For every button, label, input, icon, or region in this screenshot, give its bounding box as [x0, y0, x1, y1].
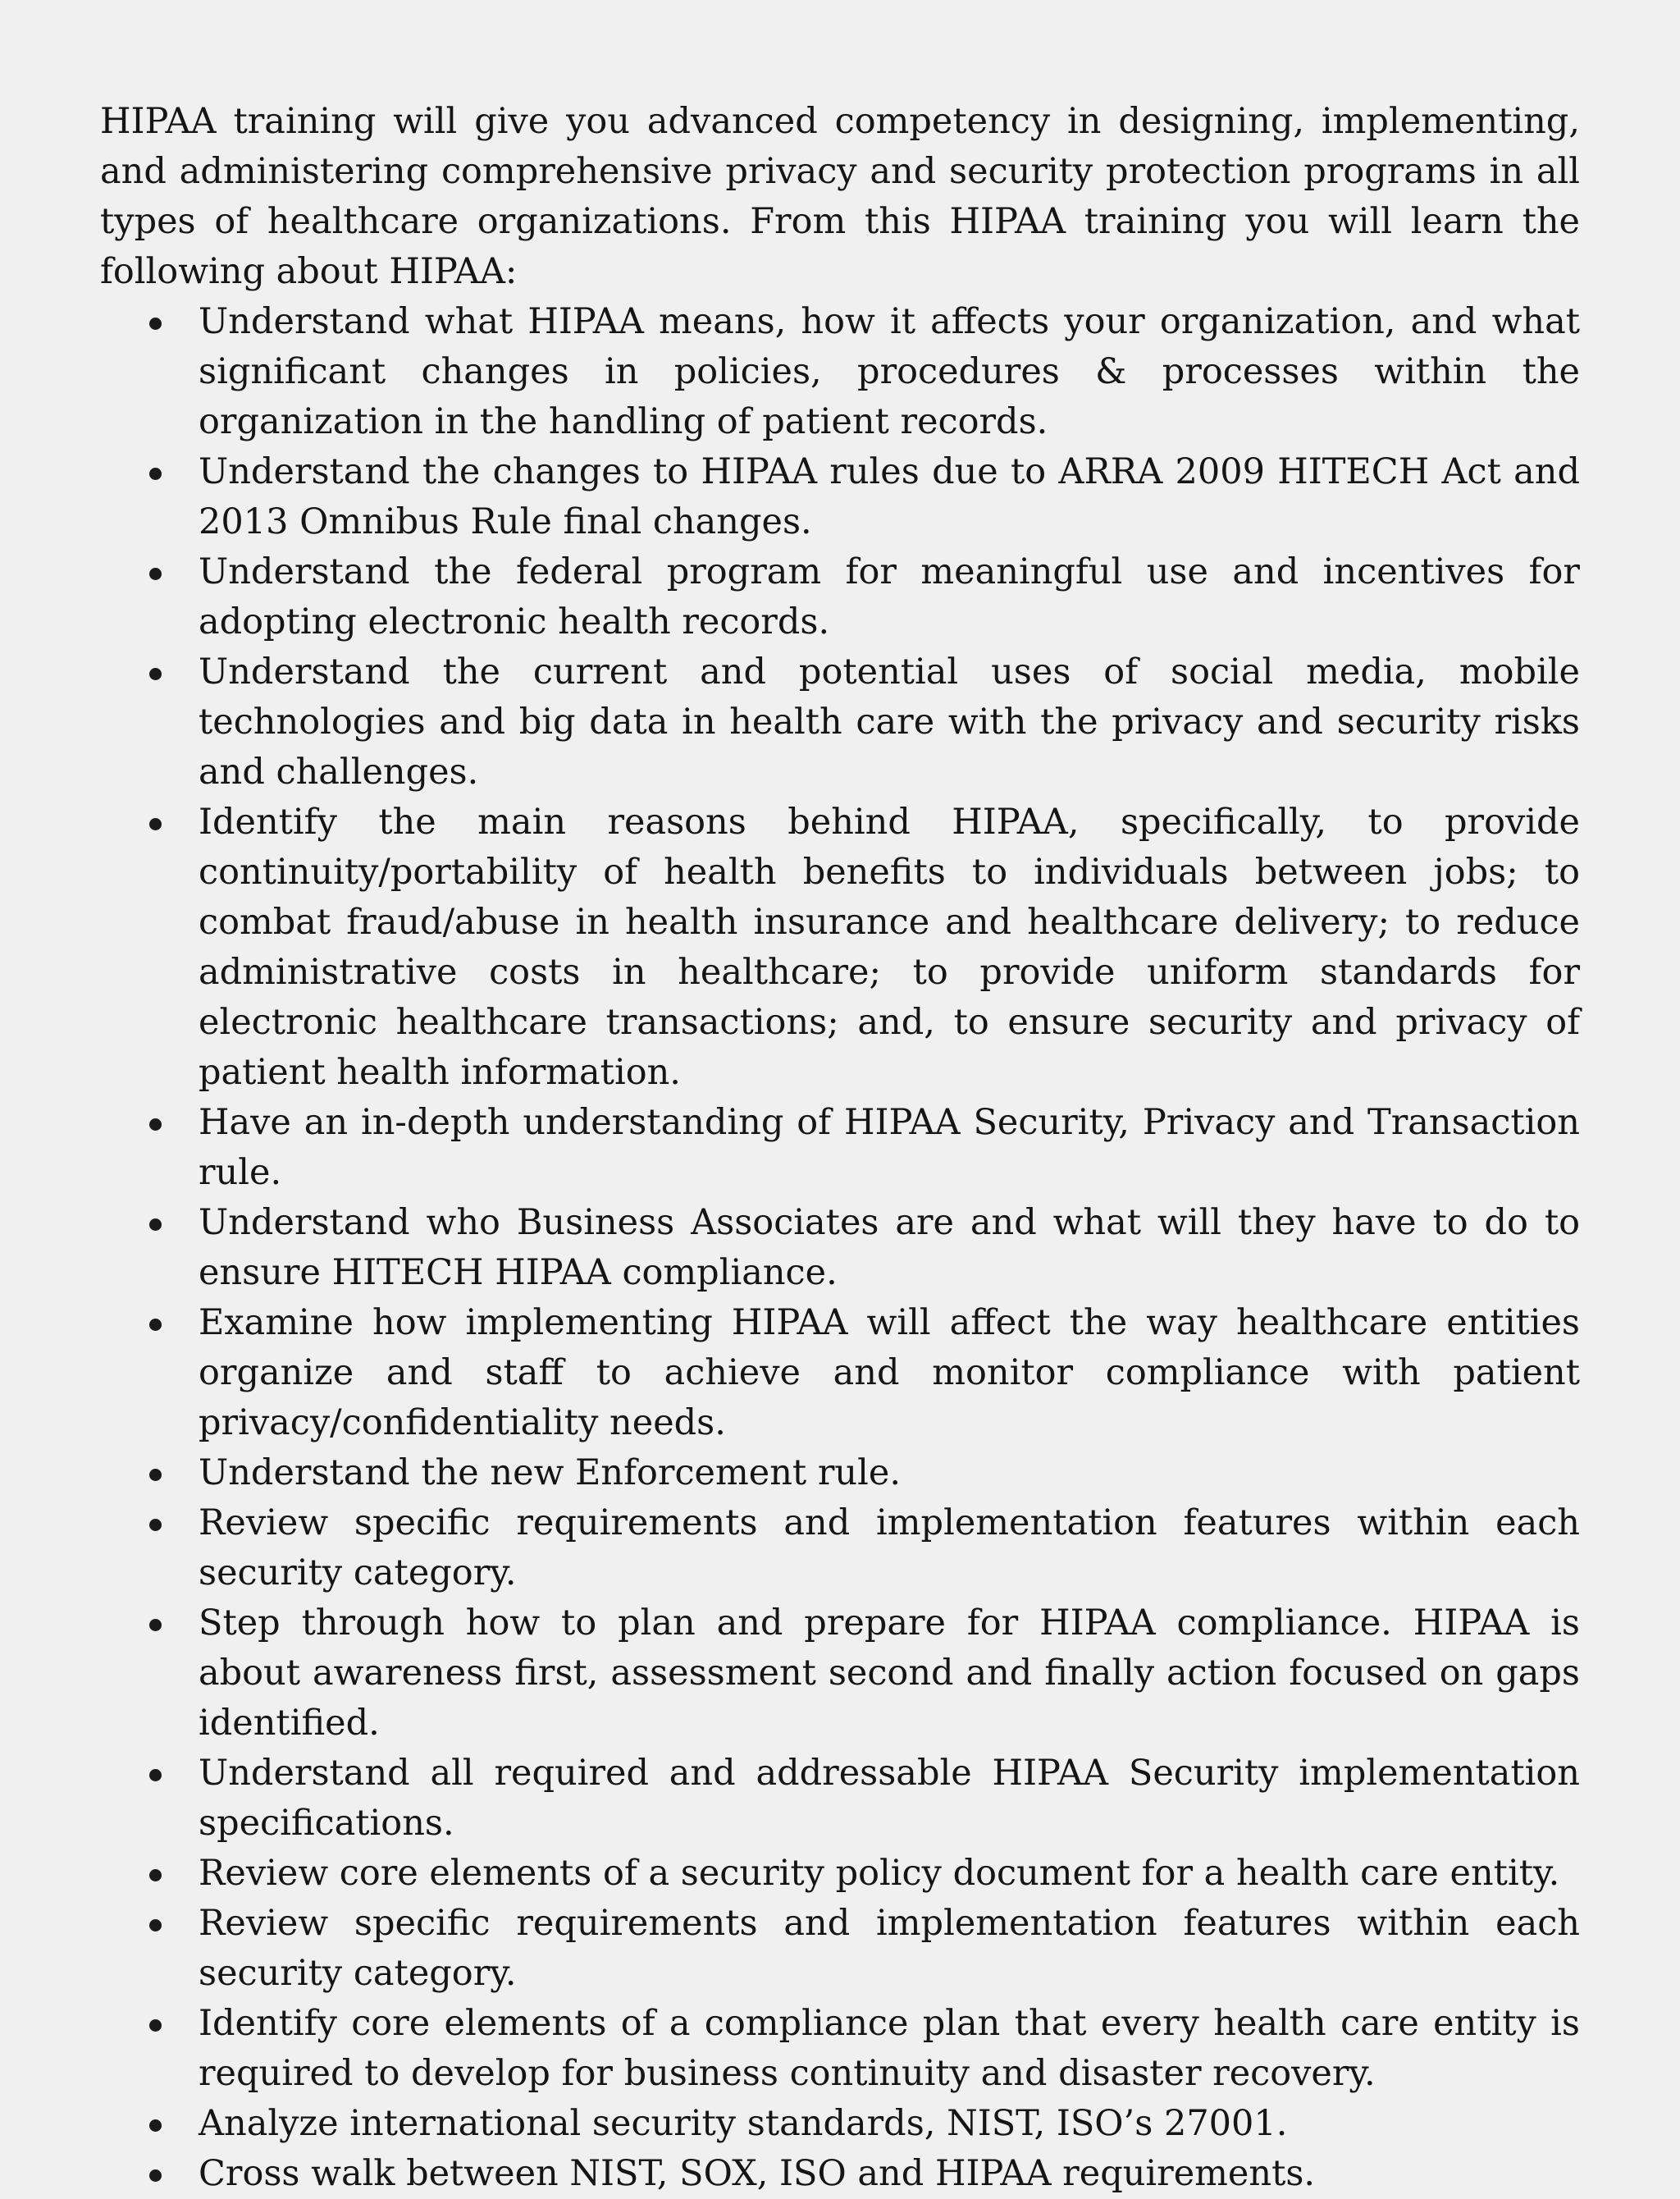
list-item-text: Understand all required and addressable HIPAA Security implementation specifications. — [199, 1753, 1580, 1844]
list-item-text: Understand the federal program for meaningful use and incentives for adopting electronic health records. — [199, 551, 1580, 642]
list-item — [199, 1598, 1580, 1749]
list-item-text: Review core elements of a security policy document for a health care entity. — [199, 1853, 1560, 1894]
list-item — [199, 2099, 1580, 2149]
list-item-text: Cross walk between NIST, SOX, ISO and HIPAA requirements. — [199, 2153, 1316, 2194]
list-item — [199, 1098, 1580, 1198]
list-item-text: Understand what HIPAA means, how it affects your organization, and what significant changes in policies, procedures & processes within the organization in the handling of patient records. — [199, 301, 1580, 442]
learning-objectives-list — [100, 297, 1580, 2199]
list-item — [199, 647, 1580, 798]
list-item — [199, 798, 1580, 1098]
list-item-text: Review specific requirements and implementation features within each security category. — [199, 1502, 1580, 1593]
bullet-icon — [149, 2119, 162, 2132]
list-item — [199, 1999, 1580, 2099]
list-item-text: Identify core elements of a compliance plan that every health care entity is required to develop for business continuity and disaster recovery. — [199, 2003, 1580, 2094]
bullet-icon — [149, 1869, 162, 1881]
bullet-icon — [149, 1118, 162, 1131]
list-item — [199, 1298, 1580, 1448]
list-item — [199, 1749, 1580, 1849]
list-item-text: Understand who Business Associates are and what will they have to do to ensure HITECH HIPAA compliance. — [199, 1202, 1580, 1293]
list-item-text: Understand the changes to HIPAA rules due to ARRA 2009 HITECH Act and 2013 Omnibus Rule final changes. — [199, 451, 1580, 542]
list-item — [199, 1198, 1580, 1298]
bullet-icon — [149, 1619, 162, 1631]
bullet-icon — [149, 2169, 162, 2182]
bullet-icon — [149, 1769, 162, 1781]
bullet-icon — [149, 1519, 162, 1531]
bullet-icon — [149, 1218, 162, 1231]
bullet-icon — [149, 1919, 162, 1932]
list-item — [199, 297, 1580, 447]
list-item-text: Have an in-depth understanding of HIPAA Security, Privacy and Transaction rule. — [199, 1102, 1580, 1193]
list-item — [199, 547, 1580, 647]
list-item-text: Understand the current and potential uses of social media, mobile technologies and big data in health care with the privacy and security risks and challenges. — [199, 651, 1580, 793]
list-item-text: Examine how implementing HIPAA will affect the way healthcare entities organize and staff to achieve and monitor compliance with patient privacy/confidentiality needs. — [199, 1302, 1580, 1443]
list-item — [199, 1498, 1580, 1598]
bullet-icon — [149, 1319, 162, 1331]
list-item-text: Identify the main reasons behind HIPAA, specifically, to provide continuity/portability of health benefits to individuals between jobs; to combat fraud/abuse in health insurance and healthcare delivery; to reduce administrative costs in healthcare; to provide uniform standards for electronic healthcare transactions; and, to ensure security and privacy of patient health information. — [199, 802, 1580, 1093]
list-item — [199, 1448, 1580, 1498]
intro-paragraph: HIPAA training will give you advanced competency in designing, implementing, and administering comprehensive privacy and security protection programs in all types of healthcare organizations. From this HIPAA training you will learn the following about HIPAA: — [100, 101, 1580, 292]
bullet-icon — [149, 1469, 162, 1481]
bullet-icon — [149, 2019, 162, 2032]
bullet-icon — [149, 468, 162, 480]
list-item — [199, 1849, 1580, 1899]
list-item — [199, 447, 1580, 547]
list-item-text: Understand the new Enforcement rule. — [199, 1452, 901, 1493]
list-item-text: Step through how to plan and prepare for HIPAA compliance. HIPAA is about awareness first, assessment second and finally action focused on gaps identified. — [199, 1602, 1580, 1744]
bullet-icon — [149, 318, 162, 330]
list-item — [199, 1899, 1580, 1999]
list-item-text: Review specific requirements and implementation features within each security category. — [199, 1903, 1580, 1994]
bullet-icon — [149, 668, 162, 680]
bullet-icon — [149, 818, 162, 830]
bullet-icon — [149, 568, 162, 580]
list-item-text: Analyze international security standards, NIST, ISO’s 27001. — [199, 2103, 1288, 2144]
